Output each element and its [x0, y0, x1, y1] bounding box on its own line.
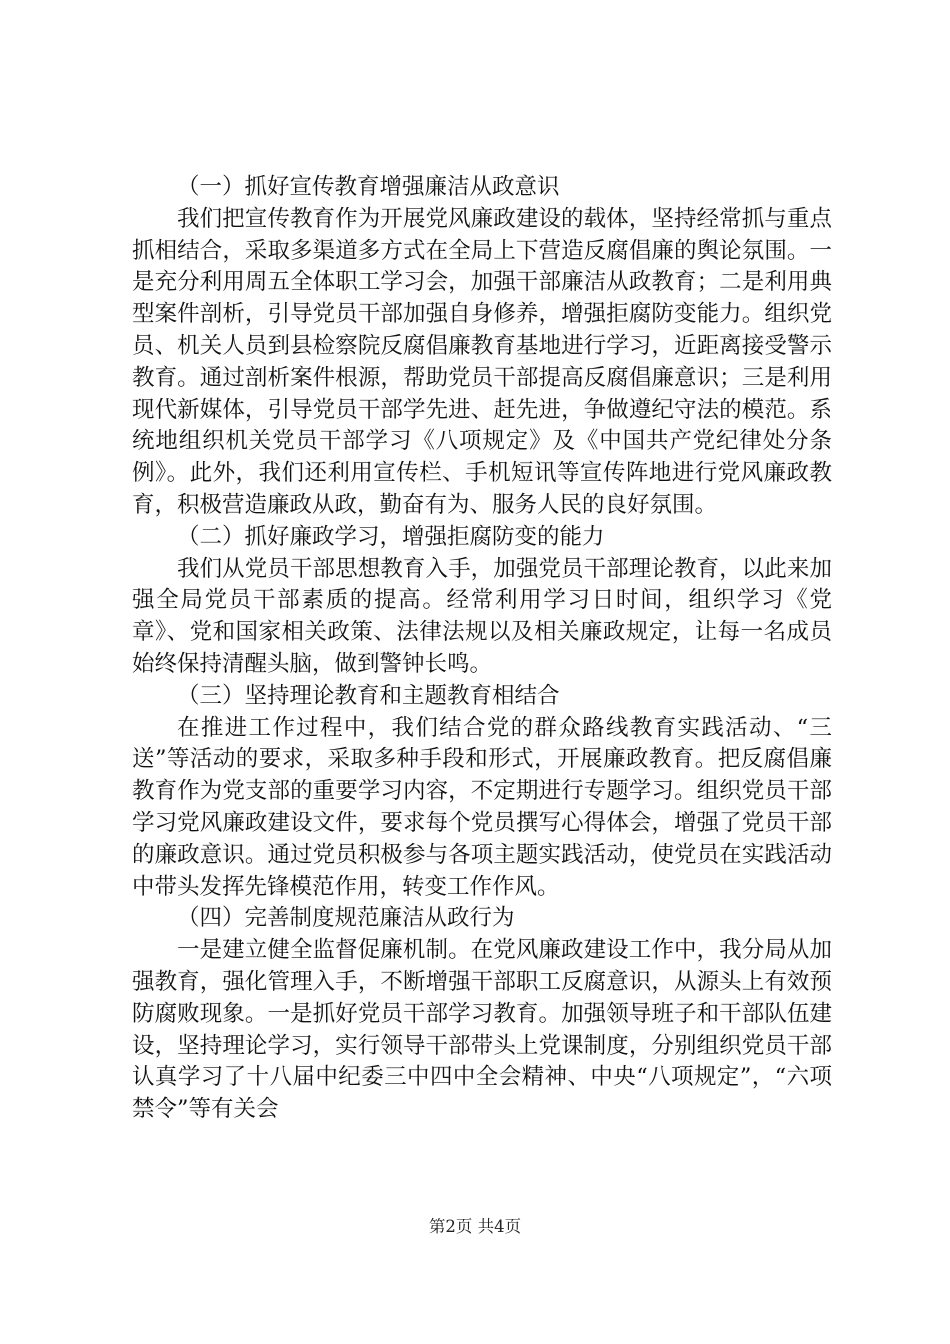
document-body: [132, 172, 832, 1126]
section-1-paragraph-1: 我们把宣传教育作为开展党风廉政建设的载体，坚持经常抓与重点抓相结合，采取多渠道多方式在全局上下营造反腐倡廉的舆论氛围。一是充分利用周五全体职工学习会，加强干部廉洁从政教育；二是利用典型案件剖析，引导党员干部加强自身修养，增强拒腐防变能力。组织党员、机关人员到县检察院反腐倡廉教育基地进行学习，近距离接受警示教育。通过剖析案件根源，帮助党员干部提高反腐倡廉意识；三是利用现代新媒体，引导党员干部学先进、赶先进，争做遵纪守法的模范。系统地组织机关党员干部学习《八项规定》及《中国共产党纪律处分条例》。此外，我们还利用宣传栏、手机短讯等宣传阵地进行党风廉政教育，积极营造廉政从政，勤奋有为、服务人民的良好氛围。: [132, 205, 832, 518]
section-heading-2: （二）抓好廉政学习，增强拒腐防变的能力: [177, 523, 605, 550]
section-4-paragraph-1: 一是建立健全监督促廉机制。在党风廉政建设工作中，我分局从加强教育，强化管理入手，不断增强干部职工反腐意识，从源头上有效预防腐败现象。一是抓好党员干部学习教育。加强领导班子和干部队伍建设，坚持理论学习，实行领导干部带头上党课制度，分别组织党员干部认真学习了十八届中纪委三中四中全会精神、中央“八项规定”，“六项禁令”等有关会: [132, 937, 832, 1123]
section-2-paragraph-1: 我们从党员干部思想教育入手，加强党员干部理论教育，以此来加强全局党员干部素质的提高。经常利用学习日时间，组织学习《党章》、党和国家相关政策、法律法规以及相关廉政规定，让每一名成员始终保持清醒头脑，做到警钟长鸣。: [132, 555, 832, 677]
section-heading-1: （一）抓好宣传教育增强廉洁从政意识: [177, 174, 560, 200]
page-number-footer: 第2页 共4页: [428, 1217, 522, 1236]
section-heading-4: （四）完善制度规范廉洁从政行为: [177, 905, 515, 932]
section-3-paragraph-1: 在推进工作过程中，我们结合党的群众路线教育实践活动、“三送”等活动的要求，采取多种手段和形式，开展廉政教育。把反腐倡廉教育作为党支部的重要学习内容，不定期进行专题学习。组织党员干部学习党风廉政建设文件，要求每个党员撰写心得体会，增强了党员干部的廉政意识。通过党员积极参与各项主题实践活动，使党员在实践活动中带头发挥先锋模范作用，转变工作作风。: [132, 714, 832, 900]
section-heading-3: （三）坚持理论教育和主题教育相结合: [177, 682, 560, 709]
